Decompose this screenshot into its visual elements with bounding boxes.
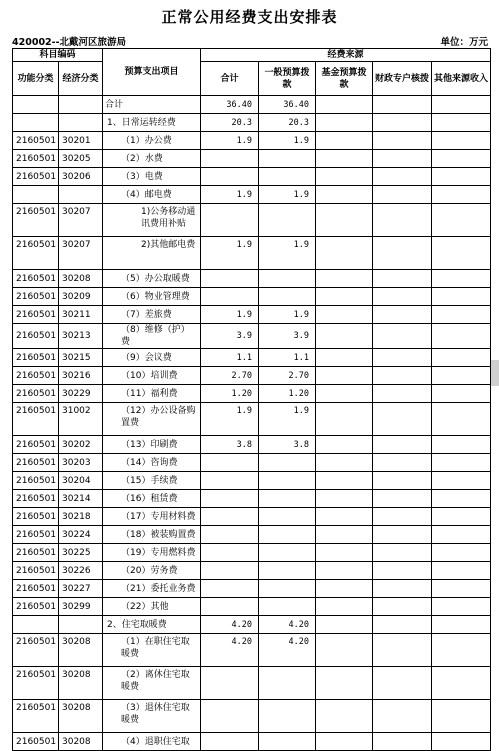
total-cell: [201, 204, 259, 237]
other-cell: [432, 288, 491, 306]
table-row: [13, 288, 491, 306]
budget-table: [12, 48, 491, 751]
special-cell: [373, 472, 432, 490]
func-code-cell: [13, 616, 59, 634]
item-cell: （15）手续费: [103, 472, 201, 490]
econ-code-cell: 30225: [59, 544, 103, 562]
item-cell: （5）办公取暖费: [103, 270, 201, 288]
table-row: [13, 598, 491, 616]
func-code-cell: [13, 186, 59, 204]
func-code-cell: 2160501: [13, 490, 59, 508]
total-cell: [201, 733, 259, 751]
special-cell: [373, 526, 432, 544]
other-cell: [432, 616, 491, 634]
fund-cell: [316, 186, 373, 204]
func-code-cell: 2160501: [13, 270, 59, 288]
general-cell: [259, 733, 316, 751]
total-cell: 3.8: [201, 436, 259, 454]
func-code-cell: 2160501: [13, 598, 59, 616]
econ-code-cell: 30208: [59, 270, 103, 288]
general-cell: 1.20: [259, 385, 316, 403]
item-cell: （20）劳务费: [103, 562, 201, 580]
total-cell: 1.1: [201, 349, 259, 367]
general-cell: [259, 598, 316, 616]
func-code-cell: 2160501: [13, 526, 59, 544]
func-code-cell: 2160501: [13, 472, 59, 490]
item-cell: 2)其他邮电费: [103, 237, 201, 270]
econ-code-cell: 30202: [59, 436, 103, 454]
func-code-cell: 2160501: [13, 324, 59, 349]
econ-code-cell: 30204: [59, 472, 103, 490]
fund-cell: [316, 667, 373, 700]
other-cell: [432, 562, 491, 580]
item-cell: （21）委托业务费: [103, 580, 201, 598]
econ-code-cell: 31002: [59, 403, 103, 436]
fund-cell: [316, 598, 373, 616]
special-cell: [373, 367, 432, 385]
table-row: [13, 508, 491, 526]
total-cell: [201, 490, 259, 508]
general-cell: 4.20: [259, 634, 316, 667]
fund-cell: [316, 634, 373, 667]
special-cell: [373, 385, 432, 403]
general-header: 一般预算拨款: [259, 62, 316, 96]
func-code-cell: 2160501: [13, 436, 59, 454]
fund-cell: [316, 288, 373, 306]
special-cell: [373, 270, 432, 288]
func-code-cell: 2160501: [13, 306, 59, 324]
total-cell: 1.9: [201, 132, 259, 150]
other-cell: [432, 114, 491, 132]
other-cell: [432, 526, 491, 544]
special-cell: [373, 667, 432, 700]
econ-code-cell: 30215: [59, 349, 103, 367]
general-cell: [259, 508, 316, 526]
fund-cell: [316, 526, 373, 544]
table-row: [13, 667, 491, 700]
fund-cell: [316, 306, 373, 324]
item-cell: （2）离休住宅取暖费: [103, 667, 201, 700]
general-cell: 3.8: [259, 436, 316, 454]
func-code-cell: [13, 96, 59, 114]
item-cell: （9）会议费: [103, 349, 201, 367]
item-cell: 1、日常运转经费: [103, 114, 201, 132]
scroll-handle[interactable]: [491, 360, 499, 386]
econ-code-cell: 30208: [59, 700, 103, 733]
general-cell: 1.9: [259, 237, 316, 270]
special-cell: [373, 700, 432, 733]
table-row: [13, 700, 491, 733]
special-header: 财政专户核拨: [373, 62, 432, 96]
special-cell: [373, 150, 432, 168]
other-cell: [432, 324, 491, 349]
item-cell: （11）福利费: [103, 385, 201, 403]
other-cell: [432, 598, 491, 616]
general-cell: [259, 544, 316, 562]
fund-cell: [316, 436, 373, 454]
total-cell: 3.9: [201, 324, 259, 349]
item-cell: （13）印刷费: [103, 436, 201, 454]
func-header: 功能分类: [13, 62, 59, 96]
func-code-cell: 2160501: [13, 508, 59, 526]
item-cell: （12）办公设备购置费: [103, 403, 201, 436]
func-code-cell: 2160501: [13, 634, 59, 667]
econ-code-cell: 30216: [59, 367, 103, 385]
special-cell: [373, 490, 432, 508]
table-row: [13, 168, 491, 186]
special-cell: [373, 204, 432, 237]
special-cell: [373, 544, 432, 562]
other-cell: [432, 349, 491, 367]
unit-label: 单位：万元: [440, 37, 488, 48]
special-cell: [373, 288, 432, 306]
total-cell: [201, 526, 259, 544]
fund-cell: [316, 490, 373, 508]
special-cell: [373, 403, 432, 436]
general-cell: 1.9: [259, 403, 316, 436]
item-cell: （4）邮电费: [103, 186, 201, 204]
func-code-cell: 2160501: [13, 150, 59, 168]
item-cell: （18）被装购置费: [103, 526, 201, 544]
econ-code-cell: 30229: [59, 385, 103, 403]
econ-code-cell: 30213: [59, 324, 103, 349]
special-cell: [373, 132, 432, 150]
fund-cell: [316, 508, 373, 526]
general-cell: [259, 168, 316, 186]
item-cell: （16）租赁费: [103, 490, 201, 508]
fund-cell: [316, 580, 373, 598]
other-cell: [432, 186, 491, 204]
special-cell: [373, 733, 432, 751]
table-row: [13, 454, 491, 472]
special-cell: [373, 562, 432, 580]
general-cell: [259, 526, 316, 544]
fund-cell: [316, 403, 373, 436]
other-cell: [432, 634, 491, 667]
special-cell: [373, 114, 432, 132]
total-cell: [201, 544, 259, 562]
total-cell: 1.9: [201, 306, 259, 324]
fund-cell: [316, 700, 373, 733]
general-cell: [259, 700, 316, 733]
other-cell: [432, 150, 491, 168]
general-cell: 4.20: [259, 616, 316, 634]
total-cell: [201, 454, 259, 472]
table-row: [13, 237, 491, 270]
econ-code-cell: 30208: [59, 733, 103, 751]
other-cell: [432, 508, 491, 526]
item-cell: （3）退休住宅取暖费: [103, 700, 201, 733]
other-cell: [432, 436, 491, 454]
other-cell: [432, 237, 491, 270]
general-cell: 1.9: [259, 306, 316, 324]
page-title: 正常公用经费支出安排表: [161, 8, 338, 26]
table-row: [13, 616, 491, 634]
other-cell: [432, 580, 491, 598]
item-cell: （8）维修（护）费: [103, 324, 201, 349]
general-cell: [259, 580, 316, 598]
total-cell: [201, 598, 259, 616]
fund-cell: [316, 349, 373, 367]
econ-code-cell: 30209: [59, 288, 103, 306]
table-row: [13, 204, 491, 237]
fund-cell: [316, 472, 373, 490]
item-cell: （17）专用材料费: [103, 508, 201, 526]
fund-cell: [316, 367, 373, 385]
fund-cell: [316, 114, 373, 132]
econ-code-cell: 30211: [59, 306, 103, 324]
table-row: [13, 562, 491, 580]
other-cell: [432, 700, 491, 733]
func-code-cell: 2160501: [13, 204, 59, 237]
general-cell: 36.40: [259, 96, 316, 114]
econ-code-cell: 30226: [59, 562, 103, 580]
item-cell: （10）培训费: [103, 367, 201, 385]
table-row: [13, 349, 491, 367]
special-cell: [373, 237, 432, 270]
fund-cell: [316, 132, 373, 150]
econ-code-cell: [59, 114, 103, 132]
total-cell: [201, 150, 259, 168]
table-row: [13, 114, 491, 132]
other-cell: [432, 204, 491, 237]
func-code-cell: 2160501: [13, 454, 59, 472]
general-cell: [259, 454, 316, 472]
func-code-cell: 2160501: [13, 700, 59, 733]
table-row: [13, 186, 491, 204]
fund-cell: [316, 324, 373, 349]
item-cell: （19）专用燃料费: [103, 544, 201, 562]
econ-code-cell: 30206: [59, 168, 103, 186]
fund-cell: [316, 270, 373, 288]
table-row: [13, 490, 491, 508]
fund-cell: [316, 733, 373, 751]
econ-code-cell: 30207: [59, 204, 103, 237]
table-row: [13, 733, 491, 751]
func-code-cell: 2160501: [13, 403, 59, 436]
item-cell: （6）物业管理费: [103, 288, 201, 306]
special-cell: [373, 306, 432, 324]
item-cell: （1）在职住宅取暖费: [103, 634, 201, 667]
item-cell: （2）水费: [103, 150, 201, 168]
fund-cell: [316, 454, 373, 472]
econ-code-cell: [59, 96, 103, 114]
special-cell: [373, 168, 432, 186]
econ-code-cell: 30205: [59, 150, 103, 168]
special-cell: [373, 96, 432, 114]
table-row: [13, 324, 491, 349]
other-cell: [432, 96, 491, 114]
func-code-cell: 2160501: [13, 367, 59, 385]
item-cell: 1)公务移动通讯费用补贴: [103, 204, 201, 237]
item-cell: （1）办公费: [103, 132, 201, 150]
other-cell: [432, 306, 491, 324]
total-cell: 1.20: [201, 385, 259, 403]
table-row: [13, 634, 491, 667]
other-cell: [432, 544, 491, 562]
econ-code-cell: 30203: [59, 454, 103, 472]
func-code-cell: 2160501: [13, 667, 59, 700]
other-cell: [432, 385, 491, 403]
special-cell: [373, 580, 432, 598]
fund-cell: [316, 616, 373, 634]
func-code-cell: 2160501: [13, 237, 59, 270]
econ-code-cell: [59, 186, 103, 204]
fund-cell: [316, 96, 373, 114]
general-cell: 1.9: [259, 186, 316, 204]
other-cell: [432, 733, 491, 751]
econ-code-cell: 30208: [59, 667, 103, 700]
table-row: [13, 150, 491, 168]
total-cell: [201, 562, 259, 580]
func-code-cell: 2160501: [13, 132, 59, 150]
table-row: [13, 96, 491, 114]
other-header: 其他来源收入: [432, 62, 491, 96]
table-row: [13, 472, 491, 490]
item-header: 预算支出项目: [103, 49, 201, 96]
other-cell: [432, 667, 491, 700]
general-cell: [259, 204, 316, 237]
special-cell: [373, 186, 432, 204]
item-cell: 2、住宅取暖费: [103, 616, 201, 634]
econ-header: 经济分类: [59, 62, 103, 96]
general-cell: 1.9: [259, 132, 316, 150]
item-cell: （7）差旅费: [103, 306, 201, 324]
func-code-cell: 2160501: [13, 544, 59, 562]
header-info: [12, 34, 490, 48]
general-cell: [259, 288, 316, 306]
other-cell: [432, 403, 491, 436]
total-cell: [201, 472, 259, 490]
func-code-cell: 2160501: [13, 733, 59, 751]
total-cell: [201, 508, 259, 526]
table-row: [13, 526, 491, 544]
table-row: [13, 132, 491, 150]
total-cell: 1.9: [201, 186, 259, 204]
general-cell: 3.9: [259, 324, 316, 349]
source-header: 经费来源: [201, 49, 491, 62]
total-cell: 1.9: [201, 237, 259, 270]
item-cell: 合计: [103, 96, 201, 114]
general-cell: [259, 562, 316, 580]
general-cell: 1.1: [259, 349, 316, 367]
item-cell: （4）退职住宅取: [103, 733, 201, 751]
total-cell: [201, 700, 259, 733]
fund-cell: [316, 237, 373, 270]
func-code-cell: 2160501: [13, 385, 59, 403]
special-cell: [373, 349, 432, 367]
special-cell: [373, 324, 432, 349]
total-cell: 4.20: [201, 634, 259, 667]
fund-header: 基金预算拨款: [316, 62, 373, 96]
total-cell: [201, 168, 259, 186]
general-cell: [259, 667, 316, 700]
special-cell: [373, 598, 432, 616]
general-cell: [259, 150, 316, 168]
total-cell: 2.70: [201, 367, 259, 385]
general-cell: 2.70: [259, 367, 316, 385]
general-cell: [259, 490, 316, 508]
fund-cell: [316, 385, 373, 403]
special-cell: [373, 634, 432, 667]
table-row: [13, 367, 491, 385]
other-cell: [432, 270, 491, 288]
econ-code-cell: 30201: [59, 132, 103, 150]
item-cell: （14）咨询费: [103, 454, 201, 472]
org-label: 420002--北戴河区旅游局: [12, 37, 127, 48]
table-row: [13, 385, 491, 403]
fund-cell: [316, 562, 373, 580]
item-cell: （3）电费: [103, 168, 201, 186]
econ-code-cell: 30218: [59, 508, 103, 526]
func-code-cell: 2160501: [13, 168, 59, 186]
special-cell: [373, 616, 432, 634]
special-cell: [373, 454, 432, 472]
total-header: 合计: [201, 62, 259, 96]
total-cell: 36.40: [201, 96, 259, 114]
total-cell: 20.3: [201, 114, 259, 132]
table-row: [13, 306, 491, 324]
table-row: [13, 436, 491, 454]
func-code-cell: 2160501: [13, 288, 59, 306]
fund-cell: [316, 168, 373, 186]
other-cell: [432, 132, 491, 150]
item-cell: （22）其他: [103, 598, 201, 616]
general-cell: [259, 270, 316, 288]
total-cell: [201, 580, 259, 598]
table-body: [13, 96, 491, 751]
func-code-cell: 2160501: [13, 562, 59, 580]
table-row: [13, 270, 491, 288]
econ-code-cell: 30224: [59, 526, 103, 544]
fund-cell: [316, 544, 373, 562]
special-cell: [373, 436, 432, 454]
func-code-cell: 2160501: [13, 580, 59, 598]
subject-code-header: 科目编码: [13, 49, 103, 62]
fund-cell: [316, 150, 373, 168]
econ-code-cell: 30208: [59, 634, 103, 667]
general-cell: [259, 472, 316, 490]
other-cell: [432, 168, 491, 186]
other-cell: [432, 490, 491, 508]
econ-code-cell: 30207: [59, 237, 103, 270]
total-cell: 1.9: [201, 403, 259, 436]
total-cell: [201, 270, 259, 288]
econ-code-cell: 30299: [59, 598, 103, 616]
total-cell: [201, 667, 259, 700]
table-row: [13, 580, 491, 598]
table-row: [13, 544, 491, 562]
econ-code-cell: 30227: [59, 580, 103, 598]
other-cell: [432, 367, 491, 385]
table-row: [13, 403, 491, 436]
other-cell: [432, 472, 491, 490]
func-code-cell: 2160501: [13, 349, 59, 367]
fund-cell: [316, 204, 373, 237]
special-cell: [373, 508, 432, 526]
econ-code-cell: 30214: [59, 490, 103, 508]
func-code-cell: [13, 114, 59, 132]
total-cell: [201, 288, 259, 306]
table-header: [13, 49, 491, 96]
other-cell: [432, 454, 491, 472]
total-cell: 4.20: [201, 616, 259, 634]
econ-code-cell: [59, 616, 103, 634]
general-cell: 20.3: [259, 114, 316, 132]
